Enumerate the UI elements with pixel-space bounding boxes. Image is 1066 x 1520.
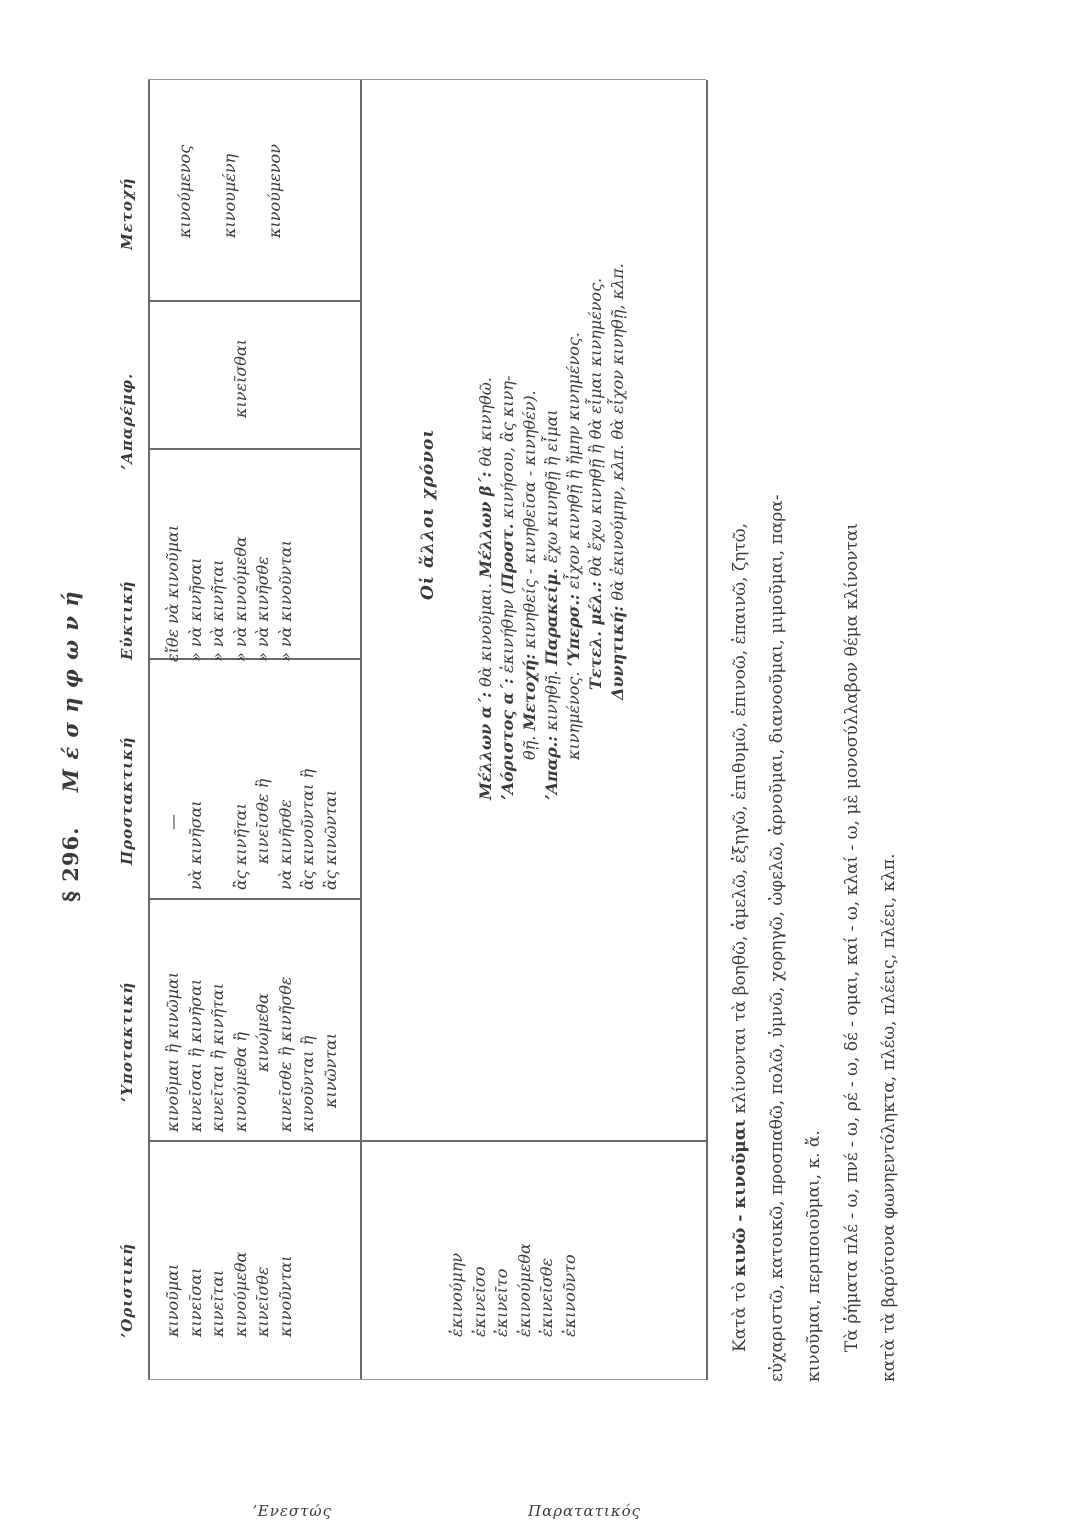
enestos-prostaktiki	[162, 769, 342, 890]
tense-text: κινηθῇ.	[542, 665, 561, 736]
paragraph-line: Τὰ ῥήματα πλέ - ω, πνέ - ω, ρέ - ω, δέ - ομαι, καί - ω, κλαί - ω, μὲ μονοσύλλαβον θέμα κλίνονται	[842, 522, 862, 1352]
row-label-paratatikos	[528, 1502, 641, 1520]
header-prostaktiki: Προστακτική	[118, 736, 136, 865]
cell: κινεῖται	[208, 1269, 227, 1337]
cell: κινεῖσθε	[253, 1266, 272, 1337]
cell: κινούμενον	[265, 144, 284, 238]
header-metochi: Μετοχή	[118, 177, 136, 250]
cell: » νὰ κινῆσθε	[253, 556, 272, 662]
header-ypotaktiki: ʻΥποτακτική	[118, 981, 136, 1102]
tense-text: ἐκινήθην (	[498, 588, 517, 679]
cell: κινούμεθα ἢ	[230, 1032, 250, 1132]
row-label-enestos-text: ʼΕνεστώς	[252, 1502, 333, 1520]
section-number: § 296.	[58, 826, 83, 902]
cell: κινοῦμαι	[163, 1263, 182, 1337]
cell: ἂς κινῶνται	[320, 789, 340, 890]
cell: κινεῖσθε ἢ κινῆσθε	[275, 976, 295, 1132]
enestos-metochi	[162, 144, 297, 238]
tense-label: Μέλλων α΄:	[476, 692, 495, 800]
paragraph-line: κατὰ τὰ βαρύτονα φωνηεντόληκτα, πλέω, πλέεις, πλέει, κλπ.	[879, 853, 899, 1382]
cell: ἂς κινοῦνται ἢ	[298, 768, 317, 890]
tense-line-4	[541, 409, 563, 800]
paragraph-text: κλίνονται τὰ βοηθῶ, ἀμελῶ, ἐξηγῶ, ἐπιθυμῶ, ἐπινοῶ, ἐπαινῶ, ζητῶ,	[730, 522, 750, 1119]
tense-line-3	[519, 390, 541, 760]
col-divider-5	[148, 301, 360, 303]
cell: νὰ κινῆσαι	[185, 800, 205, 890]
tense-label: Μετοχή:	[520, 653, 539, 731]
row-label-paratatikos-text: Παρατατικός	[528, 1502, 642, 1520]
cell: » νὰ κινοῦνται	[275, 540, 295, 662]
tense-label: ʼΑπαρ.:	[542, 735, 561, 800]
cell: κινεῖται ἢ κινῆται	[208, 982, 227, 1132]
cell: » νὰ κινῆσαι	[185, 557, 205, 662]
cell	[207, 769, 230, 890]
cell: κινεῖσαι	[185, 1267, 205, 1337]
paragraph-line	[722, 495, 759, 1352]
enestos-oristiki	[162, 1252, 297, 1337]
cell: κινούμενος	[175, 144, 194, 238]
row-label-enestos	[252, 1502, 332, 1520]
row-divider	[360, 80, 362, 1380]
header-aparemfato: ʼΑπαρέμφ.	[118, 372, 136, 470]
enestos-ypotaktiki	[162, 972, 342, 1132]
cell: » νὰ κινῆται	[208, 559, 227, 662]
enestos-aparemfato: κινεῖσθαι	[231, 339, 250, 418]
tense-line-2	[497, 376, 519, 800]
right-rule	[148, 79, 706, 80]
paragraph-line: εὐχαριστῶ, κατοικῶ, προσπαθῶ, πολῶ, ὑμνῶ, χορηγῶ, ὠφελῶ, ἀρνοῦμαι, διανοοῦμαι, μιμοῦμαι, παρα-	[767, 494, 787, 1382]
cell: » νὰ κινούμεθα	[230, 536, 250, 662]
cell: κινουμένη	[220, 153, 239, 238]
tense-text: θὰ ἔχω κινηθῇ ἢ θὰ εἶμαι κινημένος.	[586, 277, 605, 582]
tense-text: θὰ κινοῦμαι.	[476, 577, 495, 692]
cell: ἐκινοῦντο	[559, 1254, 579, 1337]
tense-text: κινήσου, ἂς κινη-	[498, 375, 517, 524]
header-rule	[148, 80, 150, 1380]
tense-line-6	[585, 278, 607, 690]
cell: κινοῦνται	[275, 1255, 295, 1337]
header-efktiki: Εὐκτική	[118, 580, 136, 660]
cell: κινώμεθα	[253, 993, 272, 1072]
col-divider-4	[148, 449, 360, 451]
paragraph-lead: Κατὰ τὸ	[730, 1276, 750, 1352]
voice-title: Μ έ σ η φ ω ν ή	[58, 590, 83, 793]
tense-text: κινημένος.	[564, 666, 583, 760]
cell: ἐκινεῖσθε	[537, 1257, 556, 1337]
tense-line-7	[607, 263, 629, 700]
cell: κινεῖσαι ἢ κινῆσαι	[185, 978, 205, 1132]
cell: νὰ κινῆσθε	[275, 799, 295, 890]
paragraph-1	[722, 494, 833, 1382]
cell: κινεῖσθε ἢ	[253, 778, 272, 864]
header-oristiki: ʼΟριστική	[118, 1242, 136, 1338]
tense-text: θῇ.	[520, 730, 539, 760]
bottom-rule	[706, 80, 708, 1380]
tense-line-1	[475, 377, 497, 800]
cell: —	[163, 814, 182, 830]
paratatikos-oristiki	[446, 1243, 581, 1337]
tense-line-5	[563, 332, 585, 760]
tense-label: ʼΑόριστος α΄:	[498, 678, 517, 800]
tense-text: ἔχω κινηθῇ ἢ εἶμαι	[542, 409, 561, 569]
cell: κινῶνται	[320, 1032, 340, 1108]
tense-label: Μέλλων β΄:	[476, 471, 495, 578]
tense-text: εἶχον κινηθῇ ἢ ἤμην κινημένος.	[564, 332, 583, 595]
section-title	[58, 590, 83, 902]
enestos-efktiki	[162, 525, 297, 662]
tense-text: θὰ κινηθῶ.	[476, 377, 495, 472]
left-rule	[148, 1379, 706, 1380]
col-divider-1	[148, 1141, 706, 1143]
cell: ἐκινεῖτο	[492, 1268, 511, 1337]
paragraph-2	[834, 522, 908, 1382]
other-tenses-heading: Οἱ ἄλλοι χρόνοι	[418, 428, 438, 600]
cell: κινοῦνται ἢ	[298, 1035, 317, 1132]
tense-text: θὰ ἐκινούμην, κλπ. θὰ εἶχον κινηθῇ, κλπ.	[608, 263, 627, 606]
tense-label: Παρακείμ.	[542, 568, 561, 666]
cell: εἴθε νὰ κινοῦμαι	[163, 524, 182, 662]
col-divider-2	[148, 899, 360, 901]
cell: ἂς κινῆται	[230, 803, 250, 890]
cell: ἐκινεῖσο	[469, 1266, 489, 1337]
tense-text: κινηθείς - κινηθεῖσα - κινηθέν).	[520, 390, 539, 654]
tense-label: ʻΥπερσ.:	[564, 594, 583, 667]
paragraph-bold-term: κινῶ - κινοῦμαι	[730, 1118, 750, 1277]
cell: κινούμεθα	[230, 1251, 250, 1337]
tense-label: Τετελ. μέλ.:	[586, 581, 605, 690]
tense-label: Δυνητική:	[608, 605, 627, 700]
tense-label: Προστ.	[498, 523, 517, 589]
cell: κινοῦμαι ἢ κινῶμαι	[163, 971, 182, 1132]
cell: ἐκινούμην	[447, 1252, 466, 1337]
cell: ἐκινούμεθα	[514, 1243, 534, 1337]
paragraph-line: κινοῦμαι, περιποιοῦμαι, κ. ἄ.	[804, 1130, 824, 1382]
